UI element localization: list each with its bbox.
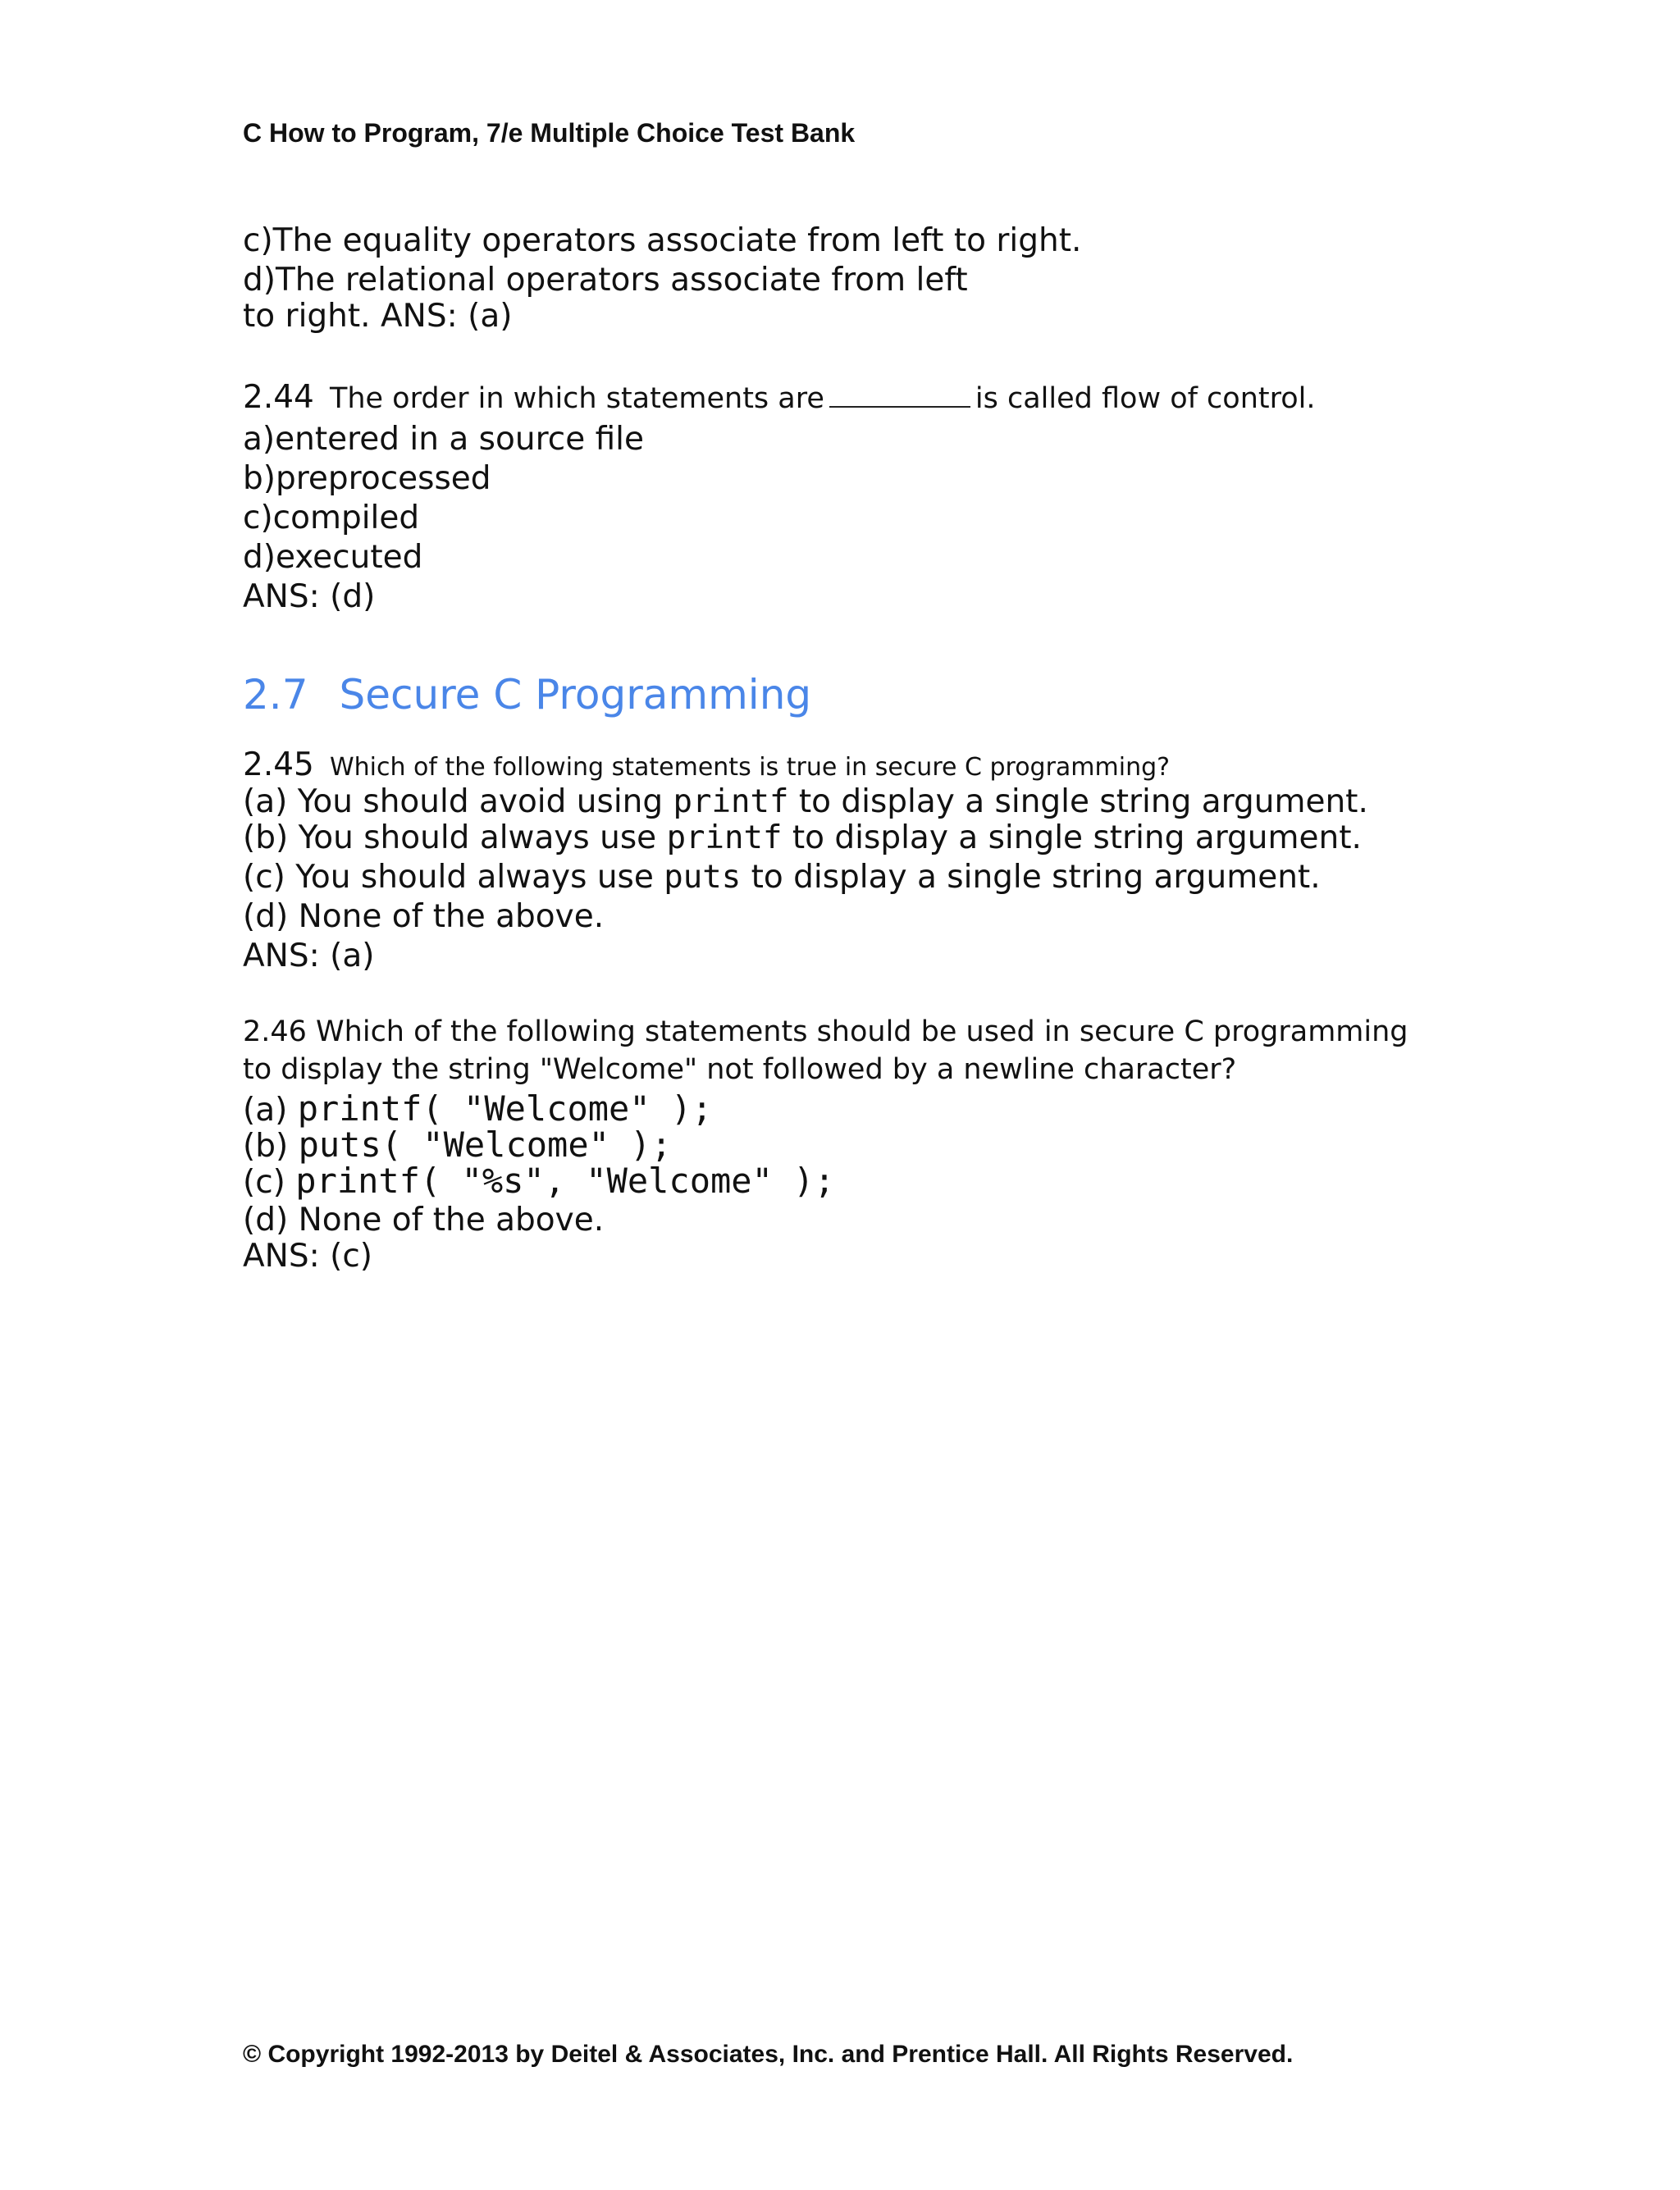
code-snippet: printf( "Welcome" ); xyxy=(297,1088,713,1129)
option-d xyxy=(243,897,604,937)
code-snippet: printf xyxy=(666,819,783,856)
copyright-footer: © Copyright 1992-2013 by Deitel & Associates, Inc. and Prentice Hall. All Rights Reserved. xyxy=(243,2041,1294,2068)
option-text: You should always use xyxy=(295,859,664,896)
question-text-end: is called flow of control. xyxy=(975,382,1316,415)
question-2-46-line2: to display the string "Welcome" not followed by a newline character? xyxy=(243,1053,1237,1086)
question-2-46-line1: 2.46 Which of the following statements should be used in secure C programming xyxy=(243,1015,1408,1048)
option-label: (b) xyxy=(243,819,289,856)
option-b xyxy=(243,819,1362,858)
option-label: (d) xyxy=(243,1202,289,1239)
section-number: 2.7 xyxy=(243,671,308,719)
option-text: You should avoid using xyxy=(297,783,673,820)
option-label: (a) xyxy=(243,783,288,820)
option-text-end: to display a single string argument. xyxy=(741,859,1321,896)
option-d xyxy=(243,1201,604,1240)
code-snippet: printf xyxy=(673,783,789,820)
option-text: You should always use xyxy=(298,819,667,856)
question-number: 2.45 xyxy=(243,746,314,783)
code-snippet: puts xyxy=(664,859,742,896)
option-text: None of the above. xyxy=(298,1202,605,1239)
question-text: The order in which statements are xyxy=(329,382,824,415)
fill-blank xyxy=(829,383,970,408)
answer: ANS: (c) xyxy=(243,1238,373,1275)
option-c xyxy=(243,858,1321,897)
option-a: a)entered in a source file xyxy=(243,421,644,458)
section-heading xyxy=(243,671,811,719)
option-label: (a) xyxy=(243,1092,288,1129)
page-header: C How to Program, 7/e Multiple Choice Test Bank xyxy=(243,118,856,148)
option-c: c)compiled xyxy=(243,500,420,536)
option-text: None of the above. xyxy=(298,898,605,935)
option-text-end: to display a single string argument. xyxy=(782,819,1362,856)
prev-option-d: d)The relational operators associate from left xyxy=(243,262,968,299)
prev-answer: to right. ANS: (a) xyxy=(243,298,513,335)
option-text-end: to display a single string argument. xyxy=(788,783,1368,820)
option-a xyxy=(243,782,1368,822)
section-title: Secure C Programming xyxy=(339,671,812,719)
option-label: (c) xyxy=(243,859,285,896)
question-2-44 xyxy=(243,379,1316,416)
option-label: (b) xyxy=(243,1128,289,1165)
answer: ANS: (d) xyxy=(243,578,376,615)
option-label: (c) xyxy=(243,1164,285,1201)
code-snippet: puts( "Welcome" ); xyxy=(298,1125,672,1165)
option-d: d)executed xyxy=(243,539,423,576)
answer: ANS: (a) xyxy=(243,938,375,974)
question-2-45 xyxy=(243,746,1170,783)
question-text: Which of the following statements is true in secure C programming? xyxy=(329,753,1171,782)
prev-option-c: c)The equality operators associate from left to right. xyxy=(243,222,1082,259)
option-b: b)preprocessed xyxy=(243,460,491,497)
code-snippet: printf( "%s", "Welcome" ); xyxy=(295,1161,835,1201)
option-label: (d) xyxy=(243,898,289,935)
question-number: 2.44 xyxy=(243,379,314,416)
option-c xyxy=(243,1161,835,1202)
